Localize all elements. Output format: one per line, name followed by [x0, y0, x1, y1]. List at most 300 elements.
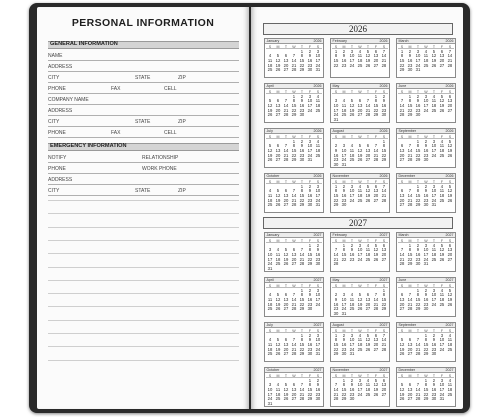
day-number: 20 — [283, 197, 289, 203]
month-name: June — [398, 84, 407, 89]
weekday-label: F — [440, 179, 444, 184]
day-number: 24 — [431, 152, 437, 158]
weekday-label: M — [276, 179, 280, 184]
general-form-row[interactable] — [48, 105, 239, 116]
day-number: 28 — [381, 346, 387, 352]
day-number: 14 — [415, 341, 421, 347]
weekday-label: W — [292, 44, 296, 49]
emergency-field-label: ADDRESS — [48, 177, 73, 183]
month-header — [331, 174, 389, 179]
day-number: 28 — [381, 62, 387, 68]
month-header — [265, 323, 323, 328]
day-number: 7 — [416, 337, 420, 343]
day-number: 13 — [407, 386, 413, 392]
month-year: 2027 — [313, 233, 322, 238]
note-line[interactable] — [48, 227, 239, 228]
weekday-label: T — [416, 134, 420, 139]
day-grid — [266, 334, 322, 361]
day-number: 6 — [448, 93, 452, 99]
day-number: 30 — [307, 202, 313, 208]
day-number: 11 — [439, 292, 445, 298]
emergency-form-row[interactable] — [48, 185, 239, 196]
day-number: 19 — [447, 192, 453, 198]
day-number: 8 — [300, 53, 304, 59]
weekday-label: T — [300, 238, 304, 243]
day-number: 10 — [315, 188, 321, 194]
day-number: 19 — [275, 197, 281, 203]
month-year: 2027 — [379, 323, 388, 328]
weekday-label: S — [448, 44, 452, 49]
month-name: December — [398, 368, 416, 373]
month-header — [397, 84, 455, 89]
note-line[interactable] — [48, 200, 239, 201]
day-number: 17 — [357, 251, 363, 257]
day-number: 22 — [381, 301, 387, 307]
day-grid — [332, 185, 388, 212]
weekday-label: W — [292, 238, 296, 243]
weekday-label: T — [300, 283, 304, 288]
month-calendar — [396, 38, 456, 78]
month-calendar — [330, 277, 390, 317]
day-number: 28 — [399, 261, 405, 267]
day-number: 21 — [415, 346, 421, 352]
general-field-label: ZIP — [178, 119, 186, 125]
day-number: 6 — [284, 337, 288, 343]
day-number: 18 — [431, 102, 437, 108]
day-number: 27 — [373, 346, 379, 352]
day-number: 2 — [350, 242, 354, 248]
day-number: 1 — [416, 183, 420, 189]
day-number: 30 — [307, 351, 313, 357]
weekday-label: F — [440, 373, 444, 378]
day-number: 23 — [341, 346, 347, 352]
day-number: 1 — [374, 93, 378, 99]
note-line[interactable] — [48, 360, 239, 361]
weekday-label: S — [400, 134, 404, 139]
day-number: 16 — [341, 341, 347, 347]
day-number: 9 — [334, 147, 338, 153]
day-number: 13 — [373, 337, 379, 343]
month-header — [331, 84, 389, 89]
day-number: 2 — [432, 332, 436, 338]
day-number: 17 — [341, 301, 347, 307]
day-number: 18 — [349, 301, 355, 307]
day-number: 29 — [407, 112, 413, 118]
day-number: 27 — [357, 112, 363, 118]
day-number: 3 — [308, 93, 312, 99]
day-number: 26 — [399, 351, 405, 357]
weekday-label: T — [432, 328, 436, 333]
day-grid — [398, 334, 454, 361]
emergency-form-row[interactable] — [48, 163, 239, 174]
day-number: 24 — [307, 107, 313, 113]
weekday-label: T — [416, 179, 420, 184]
day-number: 24 — [267, 261, 273, 267]
day-number: 12 — [267, 102, 273, 108]
day-number: 22 — [381, 152, 387, 158]
day-number: 8 — [424, 382, 428, 388]
month-year: 2027 — [445, 278, 454, 283]
weekday-label: S — [448, 179, 452, 184]
day-number: 4 — [358, 183, 362, 189]
day-number: 18 — [357, 57, 363, 63]
day-number: 22 — [341, 391, 347, 397]
month-calendar — [264, 367, 324, 407]
day-number: 5 — [374, 377, 378, 383]
weekday-label: S — [400, 89, 404, 94]
day-number: 2 — [382, 93, 386, 99]
day-number: 13 — [407, 341, 413, 347]
day-number: 5 — [276, 337, 280, 343]
day-number: 5 — [366, 183, 370, 189]
note-line[interactable] — [48, 213, 239, 214]
day-number: 30 — [341, 351, 347, 357]
day-number: 23 — [315, 256, 321, 262]
day-number: 7 — [334, 382, 338, 388]
day-number: 25 — [357, 346, 363, 352]
general-form-row[interactable] — [48, 94, 239, 105]
day-number: 5 — [374, 242, 378, 248]
month-year: 2026 — [379, 39, 388, 44]
day-number: 26 — [357, 157, 363, 163]
day-number: 2 — [300, 93, 304, 99]
day-number: 14 — [381, 53, 387, 59]
day-number: 23 — [333, 157, 339, 163]
day-number: 16 — [333, 301, 339, 307]
day-number: 2 — [432, 377, 436, 383]
month-year: 2026 — [379, 174, 388, 179]
day-number: 2 — [342, 332, 346, 338]
day-number: 17 — [431, 192, 437, 198]
day-number: 14 — [333, 386, 339, 392]
weekday-label: S — [448, 328, 452, 333]
day-number: 9 — [342, 188, 346, 194]
day-number: 25 — [365, 256, 371, 262]
day-number: 19 — [373, 386, 379, 392]
weekday-label: T — [284, 179, 288, 184]
emergency-field-label: WORK PHONE — [142, 166, 177, 172]
day-number: 10 — [315, 292, 321, 298]
day-number: 26 — [275, 202, 281, 208]
day-number: 10 — [267, 251, 273, 257]
day-number: 10 — [341, 296, 347, 302]
day-number: 24 — [315, 346, 321, 352]
weekday-label: W — [424, 179, 428, 184]
day-number: 22 — [423, 391, 429, 397]
day-number: 15 — [291, 102, 297, 108]
note-line[interactable] — [48, 306, 239, 307]
note-line[interactable] — [48, 333, 239, 334]
general-field-label: ADDRESS — [48, 108, 73, 114]
day-number: 25 — [447, 346, 453, 352]
day-number: 9 — [416, 98, 420, 104]
day-number: 17 — [267, 256, 273, 262]
day-number: 18 — [341, 107, 347, 113]
day-number: 13 — [373, 188, 379, 194]
day-number: 31 — [315, 202, 321, 208]
day-number: 3 — [334, 98, 338, 104]
day-number: 17 — [315, 341, 321, 347]
general-form-row[interactable] — [48, 127, 239, 138]
month-calendar — [396, 128, 456, 168]
month-name: October — [266, 368, 280, 373]
day-number: 11 — [267, 296, 273, 302]
day-number: 3 — [268, 382, 272, 388]
weekday-label: T — [366, 134, 370, 139]
month-calendar — [330, 232, 390, 272]
day-number: 27 — [373, 62, 379, 68]
emergency-field-label: ZIP — [178, 188, 186, 194]
weekday-label: M — [276, 44, 280, 49]
day-number: 10 — [349, 337, 355, 343]
day-number: 14 — [407, 296, 413, 302]
day-number: 25 — [315, 152, 321, 158]
day-number: 17 — [307, 147, 313, 153]
day-number: 5 — [276, 292, 280, 298]
day-number: 25 — [365, 391, 371, 397]
day-number: 7 — [382, 183, 386, 189]
weekday-label: M — [408, 283, 412, 288]
day-number: 18 — [423, 57, 429, 63]
emergency-form-row[interactable] — [48, 152, 239, 163]
day-number: 16 — [333, 152, 339, 158]
note-line[interactable] — [48, 293, 239, 294]
day-number: 21 — [291, 197, 297, 203]
day-number: 6 — [366, 143, 370, 149]
day-number: 1 — [300, 287, 304, 293]
day-number: 9 — [308, 188, 312, 194]
weekday-label: S — [316, 373, 320, 378]
day-number: 4 — [268, 292, 272, 298]
weekday-label: M — [342, 134, 346, 139]
weekday-label: T — [284, 44, 288, 49]
day-number: 24 — [341, 306, 347, 312]
day-number: 9 — [300, 143, 304, 149]
day-number: 2 — [342, 183, 346, 189]
day-number: 15 — [291, 147, 297, 153]
day-number: 18 — [267, 301, 273, 307]
day-number: 8 — [374, 98, 378, 104]
weekday-label: T — [350, 89, 354, 94]
day-number: 10 — [267, 386, 273, 392]
day-number: 7 — [300, 382, 304, 388]
day-number: 23 — [299, 107, 305, 113]
weekday-label: T — [366, 44, 370, 49]
note-line[interactable] — [48, 267, 239, 268]
weekday-label: M — [276, 328, 280, 333]
day-number: 30 — [381, 112, 387, 118]
day-number: 19 — [365, 57, 371, 63]
day-number: 11 — [357, 53, 363, 59]
day-number: 2 — [300, 138, 304, 144]
day-number: 16 — [349, 386, 355, 392]
day-number: 6 — [374, 332, 378, 338]
general-form-row[interactable] — [48, 83, 239, 94]
day-number: 18 — [267, 197, 273, 203]
emergency-form-row[interactable] — [48, 174, 239, 185]
day-number: 5 — [350, 98, 354, 104]
day-number: 16 — [299, 102, 305, 108]
day-number: 28 — [399, 112, 405, 118]
day-number: 10 — [341, 147, 347, 153]
day-number: 13 — [439, 53, 445, 59]
weekday-header-row — [266, 374, 322, 379]
day-number: 1 — [416, 138, 420, 144]
weekday-label: W — [424, 373, 428, 378]
day-number: 2 — [316, 242, 320, 248]
day-number: 20 — [275, 152, 281, 158]
weekday-label: M — [408, 89, 412, 94]
weekday-header-row — [332, 135, 388, 140]
day-number: 8 — [400, 53, 404, 59]
day-number: 12 — [349, 102, 355, 108]
weekday-label: T — [366, 238, 370, 243]
day-number: 2 — [308, 48, 312, 54]
day-number: 28 — [373, 306, 379, 312]
day-number: 9 — [382, 98, 386, 104]
day-number: 12 — [373, 247, 379, 253]
month-calendar — [330, 367, 390, 407]
day-number: 14 — [333, 251, 339, 257]
note-line[interactable] — [48, 280, 239, 281]
day-number: 6 — [276, 143, 280, 149]
weekday-header-row — [266, 239, 322, 244]
day-number: 1 — [382, 287, 386, 293]
day-number: 3 — [316, 287, 320, 293]
day-number: 31 — [267, 266, 273, 272]
weekday-label: S — [268, 373, 272, 378]
day-number: 7 — [284, 98, 288, 104]
day-number: 13 — [283, 57, 289, 63]
day-number: 27 — [407, 396, 413, 402]
weekday-label: W — [292, 89, 296, 94]
day-number: 3 — [416, 48, 420, 54]
day-number: 19 — [275, 62, 281, 68]
day-number: 16 — [415, 251, 421, 257]
day-number: 15 — [307, 386, 313, 392]
weekday-label: F — [308, 373, 312, 378]
month-calendar — [330, 83, 390, 123]
weekday-label: W — [358, 373, 362, 378]
day-number: 21 — [373, 152, 379, 158]
day-number: 16 — [423, 192, 429, 198]
day-number: 27 — [447, 256, 453, 262]
day-number: 27 — [283, 351, 289, 357]
day-number: 25 — [349, 157, 355, 163]
weekday-label: S — [268, 89, 272, 94]
day-number: 7 — [416, 382, 420, 388]
day-number: 11 — [275, 251, 281, 257]
day-number: 30 — [333, 162, 339, 168]
day-number: 26 — [365, 346, 371, 352]
note-line[interactable] — [48, 240, 239, 241]
day-number: 28 — [283, 157, 289, 163]
month-header — [331, 39, 389, 44]
weekday-label: W — [358, 44, 362, 49]
emergency-field-label: NOTIFY — [48, 155, 67, 161]
weekday-label: S — [334, 179, 338, 184]
day-number: 20 — [381, 386, 387, 392]
weekday-label: S — [382, 44, 386, 49]
weekday-label: T — [416, 373, 420, 378]
day-number: 28 — [299, 396, 305, 402]
weekday-label: M — [276, 373, 280, 378]
weekday-label: S — [400, 373, 404, 378]
weekday-label: S — [334, 238, 338, 243]
weekday-label: S — [448, 134, 452, 139]
day-number: 17 — [431, 147, 437, 153]
weekday-label: W — [424, 328, 428, 333]
emergency-section-label: EMERGENCY INFORMATION — [50, 143, 127, 149]
day-number: 19 — [283, 256, 289, 262]
day-number: 17 — [349, 192, 355, 198]
day-number: 1 — [334, 48, 338, 54]
day-number: 5 — [448, 183, 452, 189]
day-number: 17 — [315, 57, 321, 63]
day-number: 16 — [431, 386, 437, 392]
general-form-row[interactable] — [48, 61, 239, 72]
note-line[interactable] — [48, 320, 239, 321]
day-number: 1 — [424, 332, 428, 338]
month-year: 2026 — [313, 84, 322, 89]
weekday-label: T — [300, 44, 304, 49]
note-line[interactable] — [48, 346, 239, 347]
day-number: 2 — [408, 48, 412, 54]
day-number: 19 — [399, 346, 405, 352]
day-number: 6 — [276, 98, 280, 104]
day-number: 9 — [424, 143, 428, 149]
general-form-row[interactable] — [48, 50, 239, 61]
day-number: 1 — [424, 377, 428, 383]
note-line[interactable] — [48, 253, 239, 254]
month-year: 2026 — [379, 84, 388, 89]
weekday-label: S — [316, 328, 320, 333]
day-number: 3 — [342, 143, 346, 149]
general-form-row[interactable] — [48, 72, 239, 83]
day-number: 17 — [349, 341, 355, 347]
day-number: 4 — [432, 242, 436, 248]
day-number: 26 — [373, 391, 379, 397]
day-number: 27 — [381, 391, 387, 397]
day-number: 25 — [267, 202, 273, 208]
emergency-section-header — [48, 143, 239, 151]
weekday-label: F — [374, 238, 378, 243]
day-number: 7 — [408, 143, 412, 149]
day-number: 15 — [299, 57, 305, 63]
day-number: 24 — [307, 152, 313, 158]
day-number: 9 — [342, 53, 346, 59]
day-number: 23 — [341, 62, 347, 68]
day-number: 12 — [275, 192, 281, 198]
day-number: 18 — [275, 256, 281, 262]
day-number: 21 — [299, 391, 305, 397]
day-number: 6 — [408, 337, 412, 343]
weekday-label: M — [342, 238, 346, 243]
weekday-label: T — [416, 328, 420, 333]
day-number: 21 — [381, 57, 387, 63]
day-number: 29 — [307, 261, 313, 267]
general-form-row[interactable] — [48, 116, 239, 127]
month-header — [265, 278, 323, 283]
day-number: 1 — [308, 242, 312, 248]
weekday-label: M — [276, 238, 280, 243]
day-number: 29 — [407, 261, 413, 267]
day-number: 20 — [407, 391, 413, 397]
day-number: 29 — [291, 112, 297, 118]
day-number: 6 — [292, 382, 296, 388]
day-number: 22 — [407, 256, 413, 262]
day-number: 26 — [283, 396, 289, 402]
